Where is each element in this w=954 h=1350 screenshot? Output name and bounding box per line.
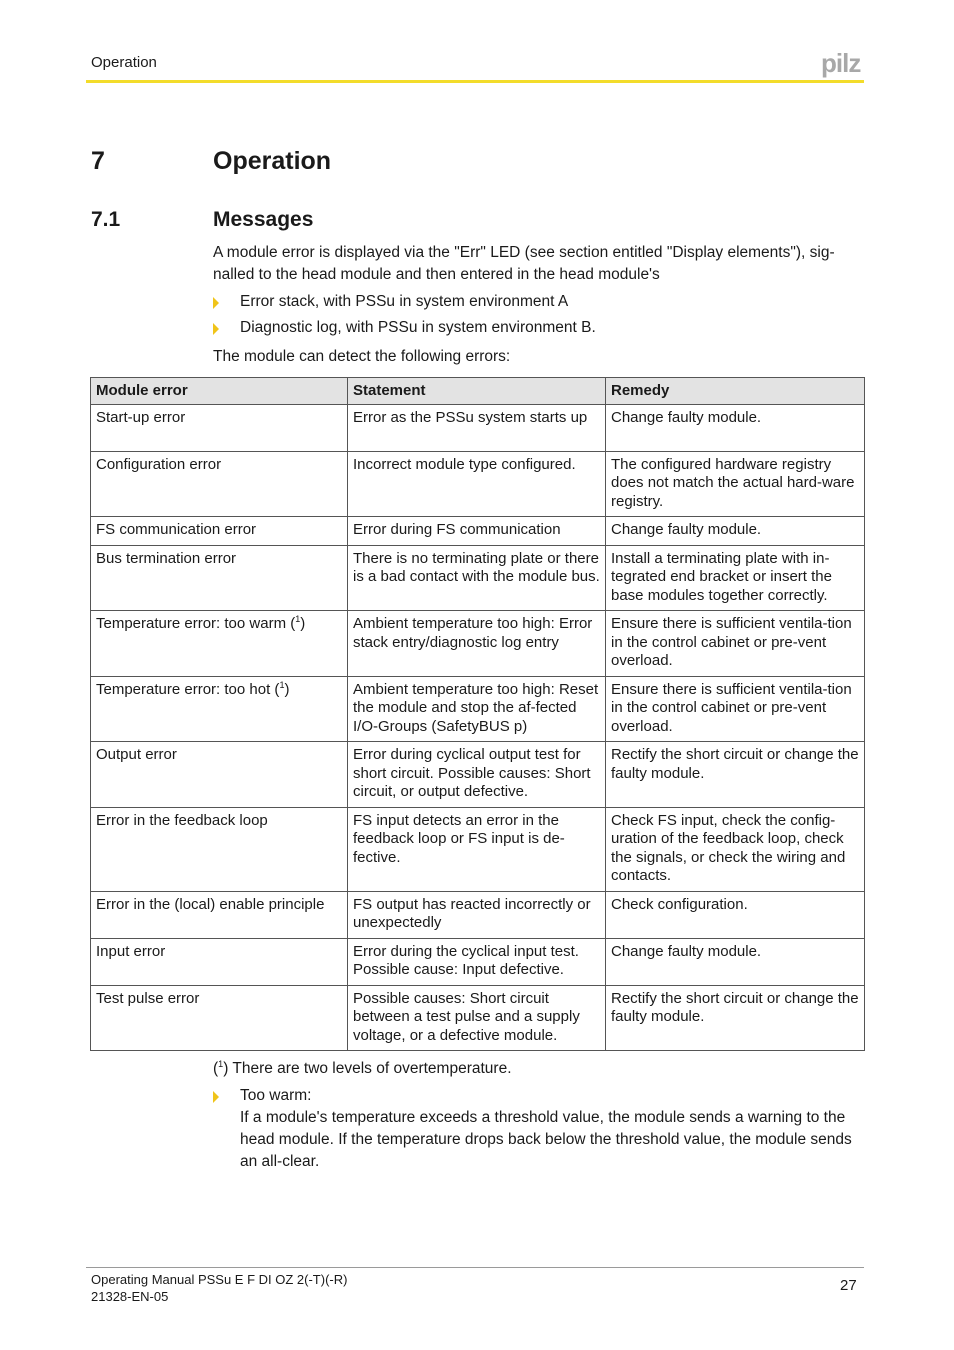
table-cell: Temperature error: too warm ($^1$) [91,611,348,677]
pilz-logo [821,50,865,78]
table-cell: Possible causes: Short circuit between a test pulse and a supply voltage, or a defective module. [348,985,606,1051]
table-cell: There is no terminating plate or there is a bad contact with the module bus. [348,545,606,611]
table-header-row [91,378,865,405]
section-number: 7.1 [91,208,121,231]
column-header: Remedy [606,378,865,405]
section-title: Messages [213,208,314,231]
table-cell: Change faulty module. [606,517,865,546]
table-cell: Incorrect module type configured. [348,451,606,517]
table-cell: Input error [91,938,348,985]
table-cell: Install a terminating plate with in-tegrated end bracket or insert the base modules together correctly. [606,545,865,611]
table-cell: Error during FS communication [348,517,606,546]
cell-text: Temperature error: too hot [96,680,271,698]
chapter-number: 7 [91,147,105,175]
table-cell: Error as the PSSu system starts up [348,404,606,451]
intro-line: A module error is displayed via the "Err" LED (see section entitled "Display elements"), sig- [213,244,835,261]
bullet-text: Diagnostic log, with PSSu in system environment B. [240,319,596,336]
table-cell: Check FS input, check the config-uration of the feedback loop, check the signals, or check the wiring and contacts. [606,807,865,891]
column-header: Module error [91,378,348,405]
errors-table [90,377,865,1051]
table-cell: Error in the feedback loop [91,807,348,891]
chapter-title: Operation [213,147,332,175]
table-row [91,404,865,451]
footnote-mark: 1 [218,1058,224,1069]
table-cell: Ambient temperature too high: Error stack entry/diagnostic log entry [348,611,606,677]
table-cell: FS communication error [91,517,348,546]
detect-text: The module can detect the following errors: [213,348,511,365]
too-warm-label: Too warm: [240,1087,312,1104]
table-row [91,517,865,546]
table-cell: The configured hardware registry does not match the actual hard-ware registry. [606,451,865,517]
bullet-arrow-icon [213,1091,219,1103]
bullet-arrow-icon [213,323,219,335]
footnote-ref: 1 [279,679,285,690]
table-cell: Output error [91,742,348,808]
table-cell: Check configuration. [606,891,865,938]
bullet-arrow-icon [213,297,219,309]
table-cell: Error during the cyclical input test. Possible cause: Input defective. [348,938,606,985]
table-cell: Temperature error: too hot ($^1$) [91,676,348,742]
too-warm-block [240,1085,863,1173]
header-rule [86,80,864,83]
svg-text:pilz: pilz [821,50,861,78]
table-cell: Rectify the short circuit or change the faulty module. [606,742,865,808]
table-row [91,891,865,938]
table-cell: FS input detects an error in the feedback loop or FS input is de-fective. [348,807,606,891]
table-cell: FS output has reacted incorrectly or unexpectedly [348,891,606,938]
cell-text: Temperature error: too warm [96,615,287,632]
footnote: ($^1$) There are two levels of overtemperature. [213,1058,512,1077]
too-warm-text: If a module's temperature exceeds a threshold value, the module sends a warning to the head module. If the temperature drops back below the threshold value, the module sends an all-clear. [240,1109,852,1170]
column-header: Statement [348,378,606,405]
table-row [91,545,865,611]
table-cell: Ambient temperature too high: Reset the module and stop the af-fected I/O-Groups (SafetyBUS p) [348,676,606,742]
table-cell: Start-up error [91,404,348,451]
table-cell: Rectify the short circuit or change the faulty module. [606,985,865,1051]
footer-rule [86,1267,864,1268]
table-cell: Test pulse error [91,985,348,1051]
table-row [91,676,865,742]
page-number: 27 [840,1277,857,1294]
table-cell: Error during cyclical output test for short circuit. Possible causes: Short circuit, or output defective. [348,742,606,808]
running-header: Operation [91,54,157,71]
manual-title: Operating Manual PSSu E F DI OZ 2(-T)(-R) [91,1272,348,1287]
table-row [91,985,865,1051]
footnote-text: ) There are two levels of overtemperature. [223,1060,512,1077]
intro-line: nalled to the head module and then entered in the head module's [213,266,660,283]
table-cell: Change faulty module. [606,938,865,985]
footnote-ref: 1 [295,614,301,624]
document-number: 21328-EN-05 [91,1289,169,1304]
table-cell: Ensure there is sufficient ventila-tion in the control cabinet or pre-vent overload. [606,676,865,742]
table-row [91,451,865,517]
table-row [91,611,865,677]
intro-paragraph [213,242,863,286]
table-row [91,742,865,808]
table-row [91,807,865,891]
table-cell: Change faulty module. [606,404,865,451]
table-cell: Configuration error [91,451,348,517]
table-row [91,938,865,985]
bullet-text: Error stack, with PSSu in system environment A [240,293,569,310]
table-cell: Bus termination error [91,545,348,611]
table-cell: Error in the (local) enable principle [91,891,348,938]
table-cell: Ensure there is sufficient ventila-tion in the control cabinet or pre-vent overload. [606,611,865,677]
